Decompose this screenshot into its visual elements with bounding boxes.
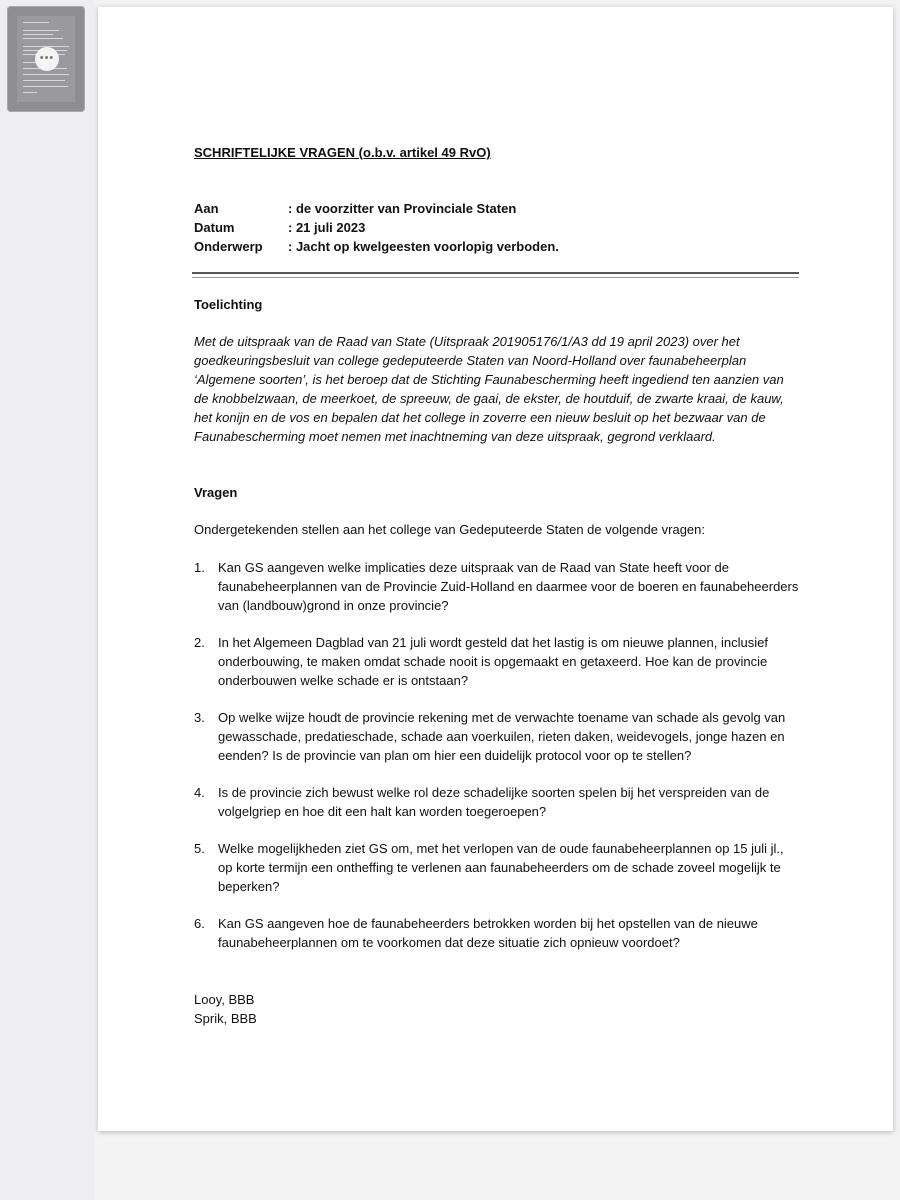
question-text: Welke mogelijkheden ziet GS om, met het verlopen van de oude faunabeheerplannen op 15 juli jl., op korte termijn een ontheffing te verlenen aan faunabeheerders om de schade zoveel mogelijk te beperken?: [218, 841, 784, 894]
question-number: 4.: [194, 785, 205, 800]
question-item: [194, 784, 799, 822]
document-page: [98, 7, 893, 1131]
question-number: 5.: [194, 841, 205, 856]
question-item: [194, 634, 799, 691]
more-dots-icon[interactable]: •••: [35, 47, 59, 71]
meta-key: Aan: [194, 201, 219, 216]
question-item: [194, 915, 799, 953]
question-text: In het Algemeen Dagblad van 21 juli wordt gesteld dat het lastig is om nieuwe plannen, inclusief onderbouwing, te maken omdat schade nooit is opgemaakt en getaxeerd. Hoe kan de provincie onderbouwen welke schade er is ontstaan?: [218, 635, 768, 688]
question-text: Kan GS aangeven welke implicaties deze uitspraak van de Raad van State heeft voor de faunabeheerplannen van de Provincie Zuid-Holland en daarmee voor de boeren en faunabeheerders van (landbouw)grond in onze provincie?: [218, 560, 799, 613]
meta-value: : de voorzitter van Provinciale Staten: [288, 201, 517, 216]
vragen-intro: Ondergetekenden stellen aan het college van Gedeputeerde Staten de volgende vragen:: [194, 522, 705, 537]
meta-value: : Jacht op kwelgeesten voorlopig verboden.: [288, 239, 559, 254]
question-text: Op welke wijze houdt de provincie rekening met de verwachte toename van schade als gevolg van gewasschade, predatieschade, schade aan voerkuilen, rieten daken, weidevogels, jonge hazen en eenden? Is de provincie van plan om hier een duidelijk protocol voor op te stellen?: [218, 710, 786, 763]
question-number: 2.: [194, 635, 205, 650]
page-thumbnail-sidebar: [0, 0, 94, 1200]
question-item: [194, 559, 799, 616]
document-meta: [194, 199, 559, 256]
signatures: [194, 991, 257, 1029]
meta-value: : 21 juli 2023: [288, 220, 366, 235]
meta-row-onderwerp: [194, 237, 559, 256]
signature-line: Looy, BBB: [194, 992, 255, 1007]
question-item: [194, 840, 799, 897]
meta-row-datum: [194, 218, 559, 237]
section-divider: [192, 272, 799, 278]
question-number: 6.: [194, 916, 205, 931]
meta-key: Onderwerp: [194, 239, 263, 254]
question-item: [194, 709, 799, 766]
vragen-heading: Vragen: [194, 485, 238, 500]
meta-key: Datum: [194, 220, 235, 235]
page-thumbnail[interactable]: [7, 6, 85, 112]
toelichting-text: Met de uitspraak van de Raad van State (Uitspraak 201905176/1/A3 dd 19 april 2023) over het goedkeuringsbesluit van college gedeputeerde Staten van Noord-Holland over faunabeheerplan ‘Algemene soorten’, is het beroep dat de Stichting Faunabescherming heeft ingediend ten aanzien van de knobbelzwaan, de meerkoet, de spreeuw, de gaai, de ekster, de houtduif, de zwarte kraai, de kauw, het konijn en de vos en bepalen dat het college in zoverre een nieuw besluit op het bezwaar van de Faunabescherming moet nemen met inachtneming van deze uitspraak, gegrond verklaard.: [194, 334, 784, 444]
question-number: 1.: [194, 560, 205, 575]
signature-line: Sprik, BBB: [194, 1010, 257, 1026]
question-text: Is de provincie zich bewust welke rol deze schadelijke soorten spelen bij het verspreiden van de volgelgriep en hoe dit een halt kan worden toegeroepen?: [218, 785, 770, 819]
toelichting-heading: Toelichting: [194, 297, 263, 312]
question-number: 3.: [194, 710, 205, 725]
meta-row-aan: [194, 199, 559, 218]
question-text: Kan GS aangeven hoe de faunabeheerders betrokken worden bij het opstellen van de nieuwe faunabeheerplannen om te voorkomen dat deze situatie zich opnieuw voordoet?: [218, 916, 758, 950]
document-title: SCHRIFTELIJKE VRAGEN (o.b.v. artikel 49 RvO): [194, 145, 491, 160]
